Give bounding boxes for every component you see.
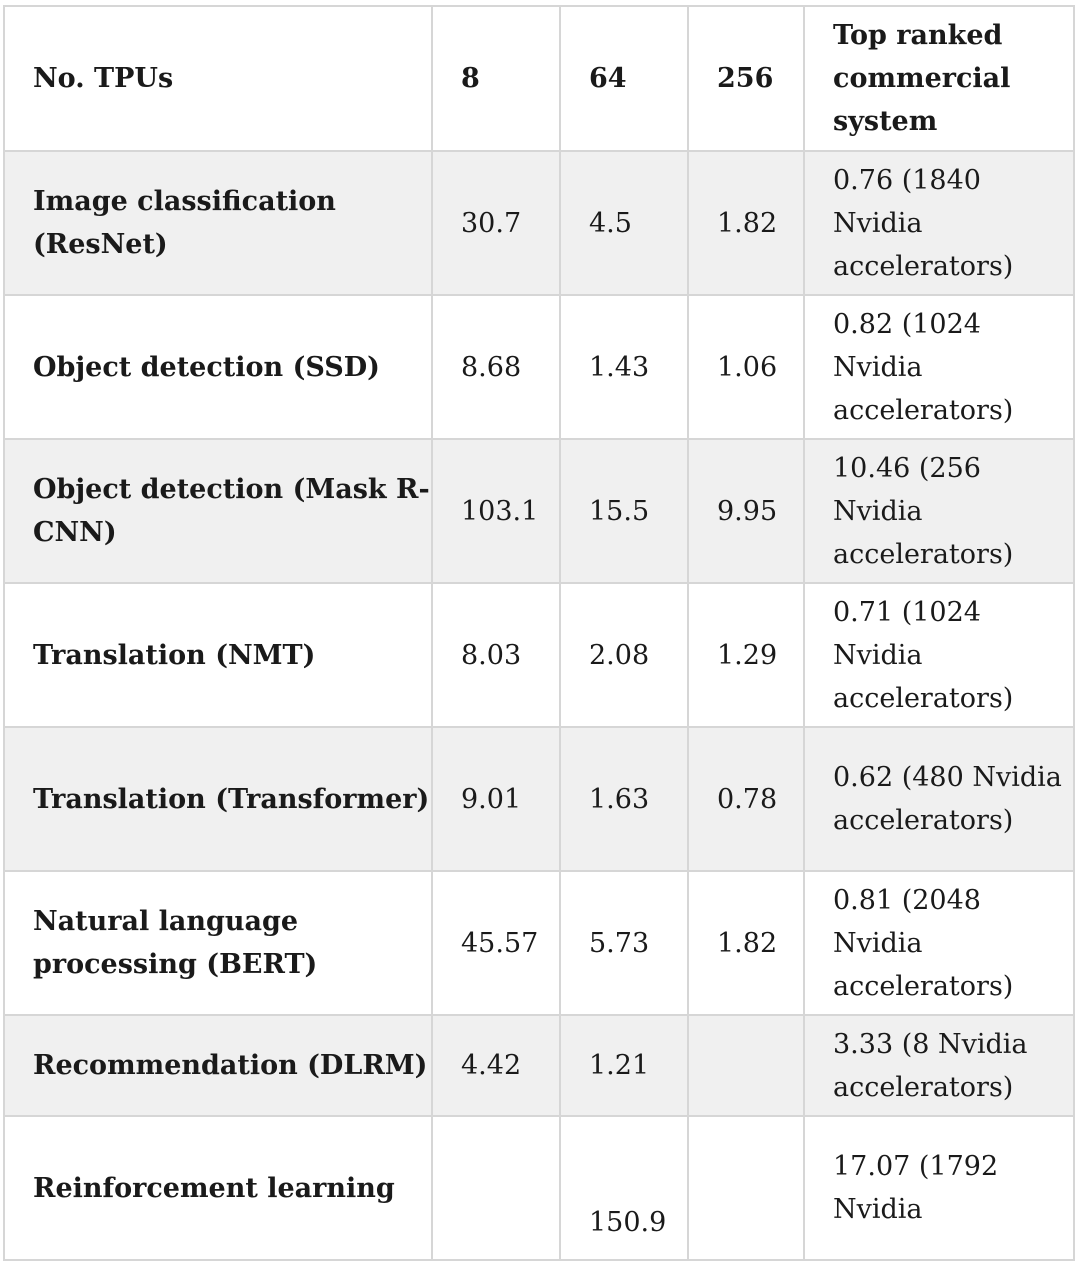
header-256-tpus: 256	[688, 6, 804, 151]
top-system-cell: 0.71 (1024 Nvidia accelerators)	[804, 583, 1074, 727]
tpu8-cell: 4.42	[432, 1015, 560, 1116]
tpu256-cell: 9.95	[688, 439, 804, 583]
task-cell: Translation (NMT)	[4, 583, 432, 727]
task-cell: Reinforcement learning	[4, 1116, 432, 1260]
top-system-cell: 0.82 (1024 Nvidia accelerators)	[804, 295, 1074, 439]
tpu8-cell: 8.03	[432, 583, 560, 727]
top-system-cell: 0.62 (480 Nvidia accelerators)	[804, 727, 1074, 871]
tpu64-cell: 1.63	[560, 727, 688, 871]
tpu256-cell: 1.82	[688, 151, 804, 295]
top-system-cell: 0.81 (2048 Nvidia accelerators)	[804, 871, 1074, 1015]
top-system-cell: 17.07 (1792 Nvidia	[804, 1116, 1074, 1260]
tpu256-cell: 1.06	[688, 295, 804, 439]
tpu8-cell	[432, 1116, 560, 1260]
header-top-ranked-commercial-system: Top ranked commercial system	[804, 6, 1074, 151]
task-cell: Object detection (SSD)	[4, 295, 432, 439]
table-row	[4, 295, 1074, 439]
tpu64-cell: 15.5	[560, 439, 688, 583]
table-row	[4, 727, 1074, 871]
results-table	[3, 5, 1075, 1261]
table-row	[4, 871, 1074, 1015]
tpu256-cell: 0.78	[688, 727, 804, 871]
tpu8-cell: 45.57	[432, 871, 560, 1015]
header-64-tpus: 64	[560, 6, 688, 151]
header-no-tpus: No. TPUs	[4, 6, 432, 151]
tpu64-cell	[560, 1116, 688, 1260]
tpu256-cell: 1.82	[688, 871, 804, 1015]
task-cell: Object detection (Mask R-CNN)	[4, 439, 432, 583]
header-8-tpus: 8	[432, 6, 560, 151]
tpu64-value: 150.9	[589, 1206, 667, 1238]
table-row	[4, 1116, 1074, 1260]
table-row	[4, 151, 1074, 295]
top-system-cell: 0.76 (1840 Nvidia accelerators)	[804, 151, 1074, 295]
tpu256-cell: 1.29	[688, 583, 804, 727]
tpu64-cell: 5.73	[560, 871, 688, 1015]
tpu256-cell	[688, 1015, 804, 1116]
table-row	[4, 1015, 1074, 1116]
table-header-row	[4, 6, 1074, 151]
tpu8-cell: 9.01	[432, 727, 560, 871]
tpu8-cell: 8.68	[432, 295, 560, 439]
top-system-cell: 10.46 (256 Nvidia accelerators)	[804, 439, 1074, 583]
tpu8-cell: 103.1	[432, 439, 560, 583]
table-row	[4, 583, 1074, 727]
task-cell: Image classification (ResNet)	[4, 151, 432, 295]
tpu64-cell: 4.5	[560, 151, 688, 295]
table-row	[4, 439, 1074, 583]
top-system-cell: 3.33 (8 Nvidia accelerators)	[804, 1015, 1074, 1116]
task-cell: Natural language processing (BERT)	[4, 871, 432, 1015]
task-cell: Translation (Transformer)	[4, 727, 432, 871]
tpu256-cell	[688, 1116, 804, 1260]
tpu64-cell: 1.21	[560, 1015, 688, 1116]
tpu64-cell: 1.43	[560, 295, 688, 439]
tpu8-cell: 30.7	[432, 151, 560, 295]
task-cell: Recommendation (DLRM)	[4, 1015, 432, 1116]
tpu64-cell: 2.08	[560, 583, 688, 727]
